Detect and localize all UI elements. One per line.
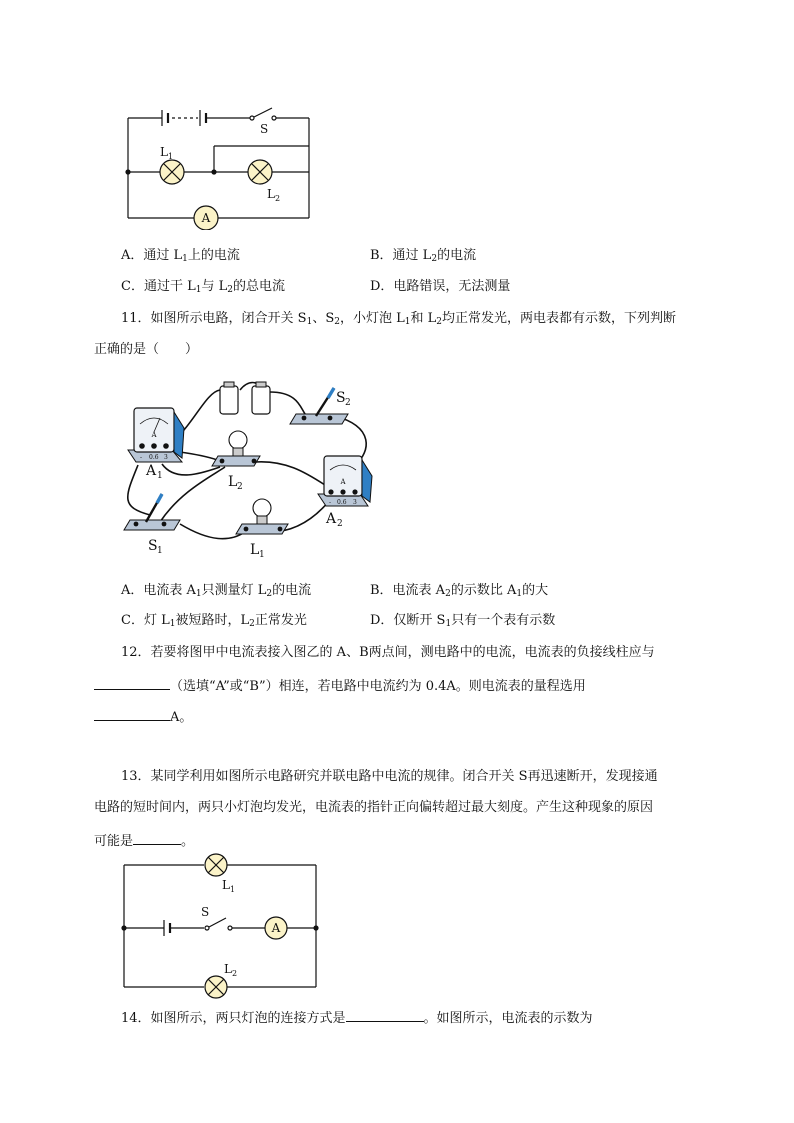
svg-text:2: 2 <box>232 969 238 978</box>
ammeter-a1 <box>128 408 184 462</box>
q10-option-d[interactable]: D．电路错误，无法测量 <box>370 279 511 294</box>
svg-text:1: 1 <box>259 550 265 560</box>
label-s1: S <box>148 538 158 554</box>
q13-question-line3: 可能是 。 <box>94 830 194 851</box>
label-a2: A <box>326 511 337 527</box>
svg-text:A: A <box>340 478 346 486</box>
q10-option-c[interactable]: C．通过干 $L_1$与 $L_2$的总电流 <box>121 279 285 295</box>
q13-circuit-diagram <box>118 852 328 1002</box>
svg-text:3: 3 <box>164 454 168 461</box>
svg-text:1: 1 <box>168 152 174 161</box>
label-s2: S <box>336 390 346 406</box>
lamp1-label: L <box>160 145 168 159</box>
svg-text:1: 1 <box>230 885 236 894</box>
ammeter-label: A <box>271 921 281 935</box>
q14-answer-blank[interactable] <box>346 1007 424 1022</box>
label-l1: L <box>250 542 260 558</box>
q14-question-line1: 14．如图所示，两只灯泡的连接方式是 。如图所示，电流表的示数为 <box>121 1007 593 1028</box>
svg-text:-: - <box>140 454 143 461</box>
switch-label: S <box>260 122 269 136</box>
switch-blade <box>254 108 272 117</box>
q11-question-line1: 11．如图所示电路，闭合开关 $S_1$、$S_2$，小灯泡 $L_1$和 $L_2$均正常发光，两电表都有示数，下列判断 <box>121 311 676 327</box>
svg-text:1: 1 <box>157 471 163 481</box>
switch-s1 <box>124 494 180 530</box>
q13-question-line2: 电路的短时间内，两只小灯泡均发光，电流表的指针正向偏转超过最大刻度。产生这种现象的原因 <box>94 800 654 815</box>
switch-label: S <box>201 905 210 919</box>
q13-answer-blank[interactable] <box>133 830 181 845</box>
label-a1: A <box>146 463 157 479</box>
q12-answer-blank-2[interactable] <box>94 706 170 721</box>
q10-circuit-diagram <box>120 100 320 230</box>
q12-answer-blank-1[interactable] <box>94 675 170 690</box>
q11-option-b[interactable]: B．电流表 $A_2$的示数比 $A_1$的大 <box>370 583 549 599</box>
svg-text:A: A <box>151 431 157 439</box>
lamp1-label: L <box>222 878 230 892</box>
q11-option-c[interactable]: C．灯 $L_1$被短路时，$L_2$正常发光 <box>121 613 307 629</box>
q12-question-line1: 12．若要将图甲中电流表接入图乙的 A、B两点间，测电路中的电流，电流表的负接线柱应与 <box>121 645 655 660</box>
lamp-l1 <box>236 499 288 534</box>
q11-circuit-illustration <box>120 372 382 564</box>
svg-text:2: 2 <box>345 398 351 408</box>
label-l2: L <box>228 474 238 490</box>
svg-text:2: 2 <box>237 482 243 492</box>
q10-option-a[interactable]: A．通过 $L_1$上的电流 <box>121 248 240 264</box>
q11-question-line2: 正确的是（ ） <box>94 342 199 357</box>
q12-question-line3: A。 <box>94 706 192 727</box>
lamp2-label: L <box>224 962 232 976</box>
ammeter-a2 <box>318 456 372 506</box>
svg-text:3: 3 <box>353 499 357 506</box>
svg-text:2: 2 <box>275 194 281 203</box>
lamp-l2 <box>212 431 260 466</box>
svg-text:2: 2 <box>337 519 343 529</box>
svg-text:1: 1 <box>157 546 163 556</box>
q11-option-d[interactable]: D．仅断开 $S_1$只有一个表有示数 <box>370 613 556 629</box>
q11-option-a[interactable]: A．电流表 $A_1$只测量灯 $L_2$的电流 <box>121 583 312 599</box>
ammeter-label: A <box>201 211 211 225</box>
q13-question-line1: 13．某同学利用如图所示电路研究并联电路中电流的规律。闭合开关 S再迅速断开，发现接通 <box>121 769 658 784</box>
battery-cells <box>220 382 270 414</box>
svg-text:0.6: 0.6 <box>337 499 347 506</box>
q12-question-line2: （选填“A”或“B”）相连，若电路中电流约为 0.4A。则电流表的量程选用 <box>94 675 586 696</box>
lamp2-label: L <box>267 187 275 201</box>
svg-text:-: - <box>329 499 332 506</box>
q10-option-b[interactable]: B．通过 $L_2$的电流 <box>370 248 477 264</box>
svg-text:0.6: 0.6 <box>149 454 159 461</box>
